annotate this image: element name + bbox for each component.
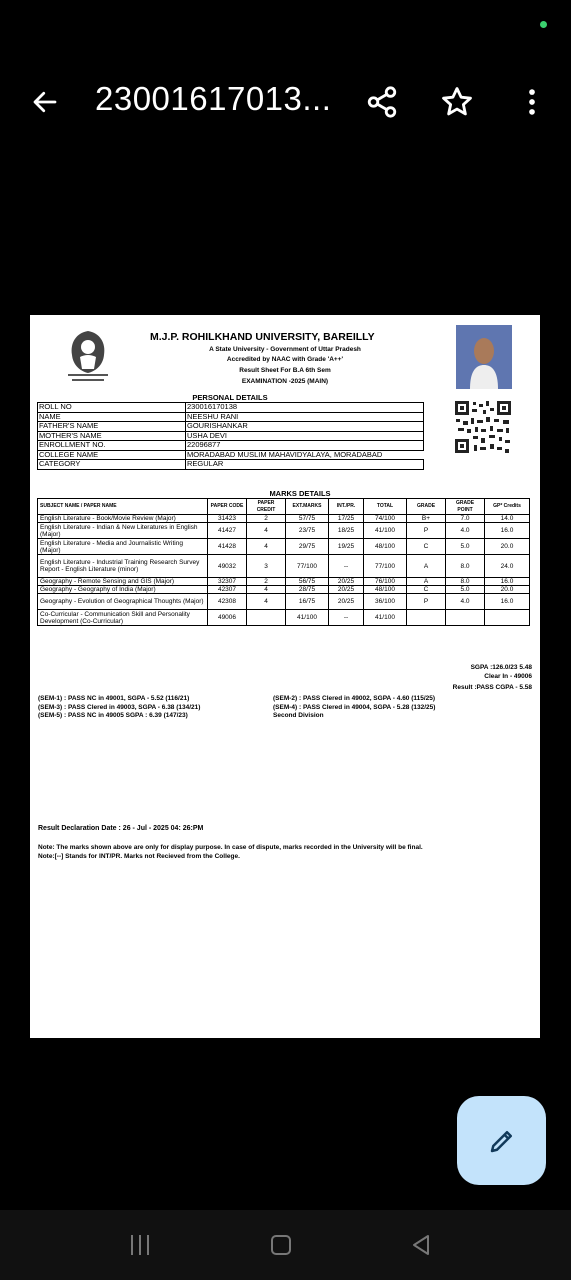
personal-value: GOURISHANKAR [186,422,424,432]
cell-grade-point: 5.0 [446,539,485,555]
cell-credit: 4 [247,523,286,539]
cell-code: 31423 [208,515,247,523]
header-line-2: Accredited by NAAC with Grade 'A++' [226,356,344,363]
cell-ext: 56/75 [286,578,329,586]
back-nav-icon[interactable] [410,1232,432,1258]
cell-gp-credits: 16.0 [485,523,530,539]
edit-button[interactable] [457,1096,546,1185]
cell-subject: Geography - Evolution of Geographical Thoughts (Major) [38,594,208,610]
header-line-3: Result Sheet For B.A 6th Sem [239,367,331,374]
cell-ext: 28/75 [286,586,329,594]
cell-grade: A [407,578,446,586]
top-app-bar [0,70,571,130]
qr-code [453,399,513,455]
personal-row-father [38,422,424,432]
more-vert-icon[interactable] [515,85,549,119]
personal-key: ROLL NO [38,403,186,413]
cell-int: -- [329,610,364,626]
cell-subject: Geography - Remote Sensing and GIS (Major) [38,578,208,586]
cell-int: 19/25 [329,539,364,555]
col-grade-point: GRADE POINT [446,499,485,515]
system-navigation-bar [0,1210,571,1280]
cell-total: 36/100 [364,594,407,610]
cell-credit: 2 [247,515,286,523]
cell-total: 48/100 [364,539,407,555]
semester-results-left [38,695,200,721]
cell-int: 20/25 [329,578,364,586]
note-int-pr: Note:[--] Stands for INT/PR. Marks not Recieved from the College. [38,853,240,860]
header-line-4: EXAMINATION -2025 (MAIN) [241,378,329,385]
cell-credit: 4 [247,594,286,610]
recent-apps-icon[interactable] [128,1232,152,1258]
table-row [38,539,530,555]
personal-row-college [38,450,424,460]
result-sheet-document [30,315,540,1038]
cell-ext: 57/75 [286,515,329,523]
cell-int: -- [329,555,364,578]
cell-grade: A [407,555,446,578]
cell-gp-credits: 20.0 [485,539,530,555]
header-line-1: A State University - Government of Uttar Pradesh [209,346,361,353]
cell-grade-point: 8.0 [446,555,485,578]
cell-code: 49006 [208,610,247,626]
col-ext-marks: EXT.MARKS [286,499,329,515]
sem-5-result: (SEM-5) : PASS NC in 49005 SGPA : 6.39 (147/23) [38,712,188,719]
cell-grade: B+ [407,515,446,523]
cell-gp-credits: 16.0 [485,578,530,586]
cell-code: 41428 [208,539,247,555]
pencil-icon [487,1126,517,1156]
cell-ext: 41/100 [286,610,329,626]
col-grade: GRADE [407,499,446,515]
personal-key: COLLEGE NAME [38,450,186,460]
cell-int: 20/25 [329,586,364,594]
table-row [38,515,530,523]
cell-grade: C [407,539,446,555]
personal-key: MOTHER'S NAME [38,431,186,441]
cell-total: 48/100 [364,586,407,594]
personal-row-category [38,460,424,470]
share-icon[interactable] [365,85,399,119]
arrow-back-icon[interactable] [30,87,60,117]
cell-total: 41/100 [364,523,407,539]
marks-table [37,498,530,626]
cell-gp-credits: 14.0 [485,515,530,523]
cell-subject: Co-Curricular - Communication Skill and Personality Development (Co-Curricular) [38,610,208,626]
status-dot [540,21,547,28]
cell-grade: P [407,523,446,539]
cell-gp-credits: 20.0 [485,586,530,594]
cell-grade-point: 8.0 [446,578,485,586]
cell-grade-point: 5.0 [446,586,485,594]
sem-4-result: (SEM-4) : PASS Clered in 49004, SGPA - 5.28 (132/25) [273,703,436,711]
marks-header-row [38,499,530,515]
cell-subject: Geography - Geography of India (Major) [38,586,208,594]
cell-grade: C [407,586,446,594]
cell-total: 74/100 [364,515,407,523]
student-photo [456,325,512,389]
personal-key: FATHER'S NAME [38,422,186,432]
cell-ext: 77/100 [286,555,329,578]
col-total: TOTAL [364,499,407,515]
personal-value: REGULAR [186,460,424,470]
cell-code: 42308 [208,594,247,610]
personal-key: CATEGORY [38,460,186,470]
cell-subject: English Literature - Industrial Training Research Survey Report - English Literature (minor) [38,555,208,578]
sem-1-result: (SEM-1) : PASS NC in 49001, SGPA - 5.52 (116/21) [38,695,190,702]
cell-grade-point: 7.0 [446,515,485,523]
table-row [38,586,530,594]
cell-credit: 2 [247,578,286,586]
cell-credit: 4 [247,586,286,594]
university-logo [58,325,118,385]
cell-subject: English Literature - Media and Journalistic Writing (Major) [38,539,208,555]
cell-grade-point [446,610,485,626]
col-subject: SUBJECT NAME / PAPER NAME [38,499,208,515]
note-display-purpose: Note: The marks shown above are only for display purpose. In case of dispute, marks recorded in the University will be final. [38,844,423,851]
file-title: 23001617013... [95,80,332,117]
cell-subject: English Literature - Indian & New Literatures in English (Major) [38,523,208,539]
result-cgpa: Result :PASS CGPA - 5.58 [452,684,532,691]
table-row [38,578,530,586]
cell-gp-credits: 24.0 [485,555,530,578]
document-header [30,315,540,395]
col-paper-credit: PAPER CREDIT [247,499,286,515]
personal-value: 230016170138 [186,403,424,413]
table-row [38,523,530,539]
cell-ext: 29/75 [286,539,329,555]
cell-gp-credits [485,610,530,626]
personal-value: NEESHU RANI [186,412,424,422]
personal-row-roll [38,403,424,413]
sem-3-result: (SEM-3) : PASS Clered in 49003, SGPA - 6.38 (134/21) [38,703,201,711]
cell-ext: 23/75 [286,523,329,539]
cell-int: 17/25 [329,515,364,523]
personal-details-title: PERSONAL DETAILS [192,393,268,402]
cell-total: 41/100 [364,610,407,626]
personal-row-mother [38,431,424,441]
personal-value: MORADABAD MUSLIM MAHAVIDYALAYA, MORADABAD [186,450,424,460]
cell-total: 77/100 [364,555,407,578]
table-row [38,555,530,578]
col-gp-credits: GP* Credits [485,499,530,515]
cell-credit: 3 [247,555,286,578]
cell-code: 41427 [208,523,247,539]
marks-details-title: MARKS DETAILS [269,489,331,498]
col-paper-code: PAPER CODE [208,499,247,515]
personal-key: NAME [38,412,186,422]
cell-credit [247,610,286,626]
col-int-pr: INT./PR. [329,499,364,515]
personal-row-name [38,412,424,422]
result-declaration-date: Result Declaration Date : 26 - Jul - 2025 04: 26:PM [38,825,204,832]
cell-credit: 4 [247,539,286,555]
star-icon[interactable] [440,85,474,119]
home-icon[interactable] [270,1232,292,1258]
cell-code: 32307 [208,578,247,586]
cell-grade-point: 4.0 [446,594,485,610]
university-name: M.J.P. ROHILKHAND UNIVERSITY, BAREILLY [150,331,375,343]
cell-code: 42307 [208,586,247,594]
division: Second Division [273,712,324,719]
semester-results-right [273,695,435,721]
personal-row-enrollment [38,441,424,451]
cell-int: 20/25 [329,594,364,610]
cell-subject: English Literature - Book/Movie Review (Major) [38,515,208,523]
sgpa-summary: SGPA :126.0/23 5.48 [470,664,532,671]
sem-2-result: (SEM-2) : PASS Clered in 49002, SGPA - 4.60 (115/25) [273,695,436,702]
cell-ext: 16/75 [286,594,329,610]
cell-grade [407,610,446,626]
personal-details-table [37,402,424,470]
cell-grade: P [407,594,446,610]
personal-value: USHA DEVI [186,431,424,441]
cell-gp-credits: 16.0 [485,594,530,610]
cell-code: 49032 [208,555,247,578]
personal-key: ENROLLMENT NO. [38,441,186,451]
table-row [38,594,530,610]
table-row [38,610,530,626]
cell-grade-point: 4.0 [446,523,485,539]
cell-total: 76/100 [364,578,407,586]
cell-int: 18/25 [329,523,364,539]
clear-in: Clear In - 49006 [484,673,532,680]
personal-value: 22096877 [186,441,424,451]
